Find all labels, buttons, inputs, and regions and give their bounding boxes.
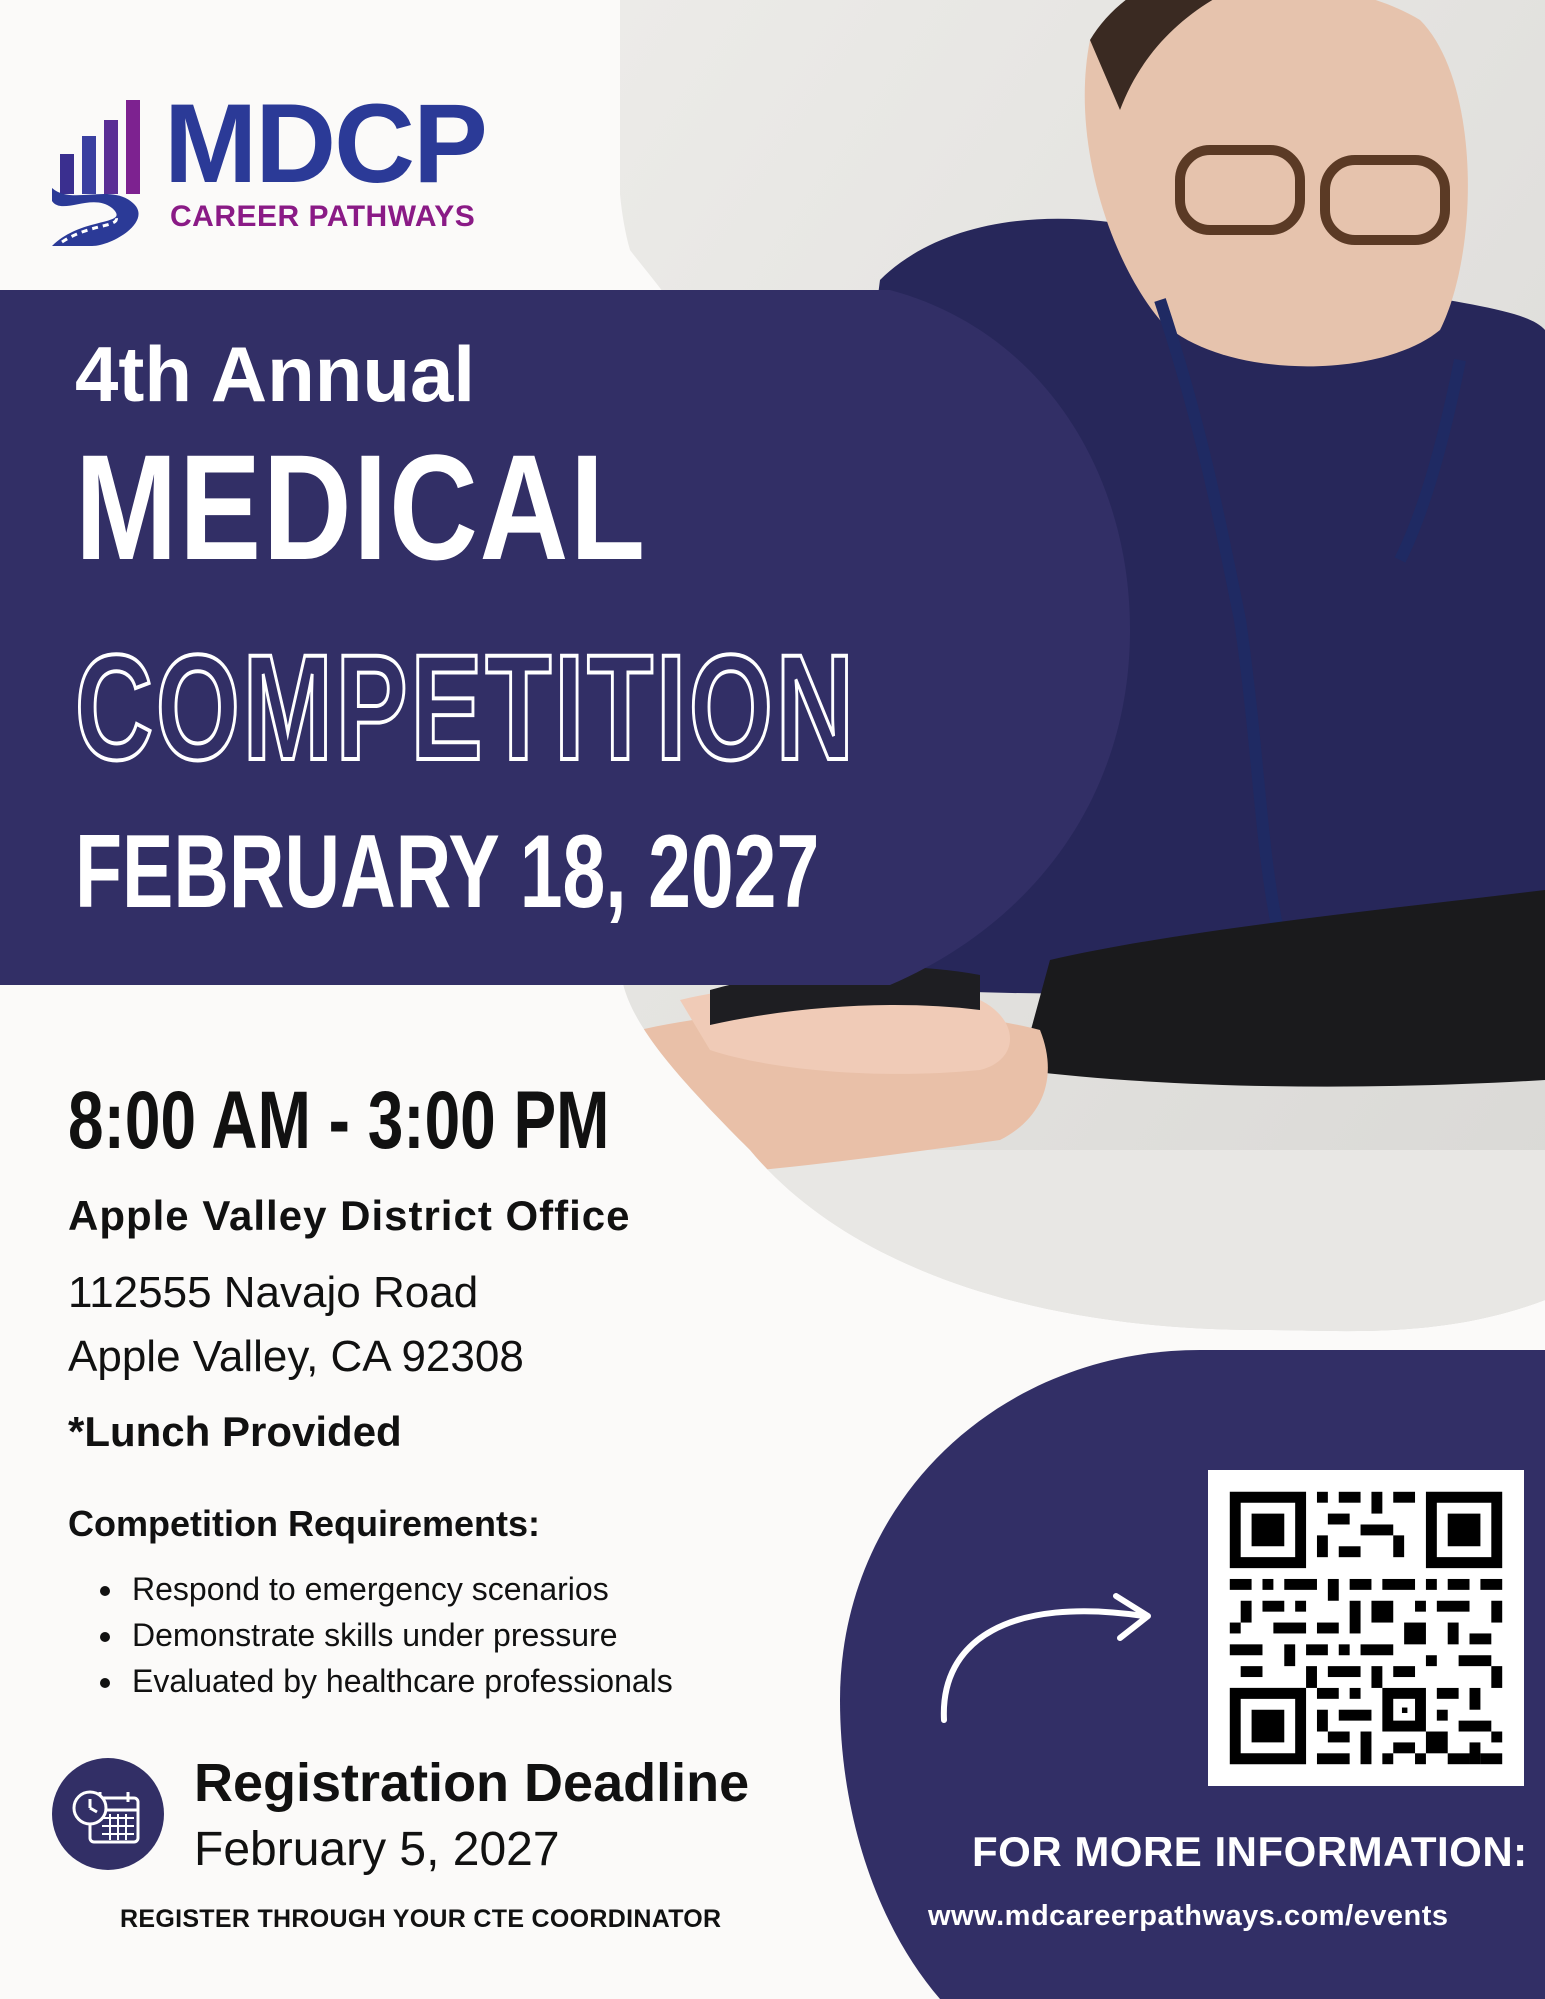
event-edition: 4th Annual xyxy=(75,330,476,418)
event-date: FEBRUARY 18, 2027 xyxy=(75,814,820,930)
qr-code-icon[interactable] xyxy=(1208,1470,1524,1786)
register-note: REGISTER THROUGH YOUR CTE COORDINATOR xyxy=(120,1905,722,1933)
brand-name: MDCP xyxy=(164,81,486,206)
event-venue: Apple Valley District Office xyxy=(68,1192,631,1239)
requirement-item: • Demonstrate skills under pressure xyxy=(126,1612,673,1658)
mdcp-logo xyxy=(52,81,572,246)
road-bars-icon xyxy=(52,96,162,246)
requirements-heading: Competition Requirements: xyxy=(68,1503,541,1544)
info-heading: FOR MORE INFORMATION: xyxy=(972,1828,1528,1875)
address-line-1: 112555 Navajo Road xyxy=(68,1268,479,1317)
deadline-heading: Registration Deadline xyxy=(194,1753,750,1813)
address-line-2: Apple Valley, CA 92308 xyxy=(68,1332,524,1381)
curved-arrow-icon xyxy=(930,1580,1170,1730)
event-title-medical: MEDICAL xyxy=(75,423,647,591)
event-time: 8:00 AM - 3:00 PM xyxy=(68,1075,610,1166)
info-url-link[interactable]: www.mdcareerpathways.com/events xyxy=(928,1900,1449,1932)
requirement-item: • Respond to emergency scenarios xyxy=(126,1566,673,1612)
requirements-list xyxy=(90,1566,673,1704)
lunch-note: *Lunch Provided xyxy=(68,1408,402,1455)
requirement-item: • Evaluated by healthcare professionals xyxy=(126,1658,673,1704)
deadline-date: February 5, 2027 xyxy=(194,1823,560,1876)
brand-subtitle: CAREER PATHWAYS xyxy=(170,200,476,233)
calendar-clock-icon xyxy=(52,1758,164,1870)
event-title-competition: COMPETITION xyxy=(75,623,857,791)
